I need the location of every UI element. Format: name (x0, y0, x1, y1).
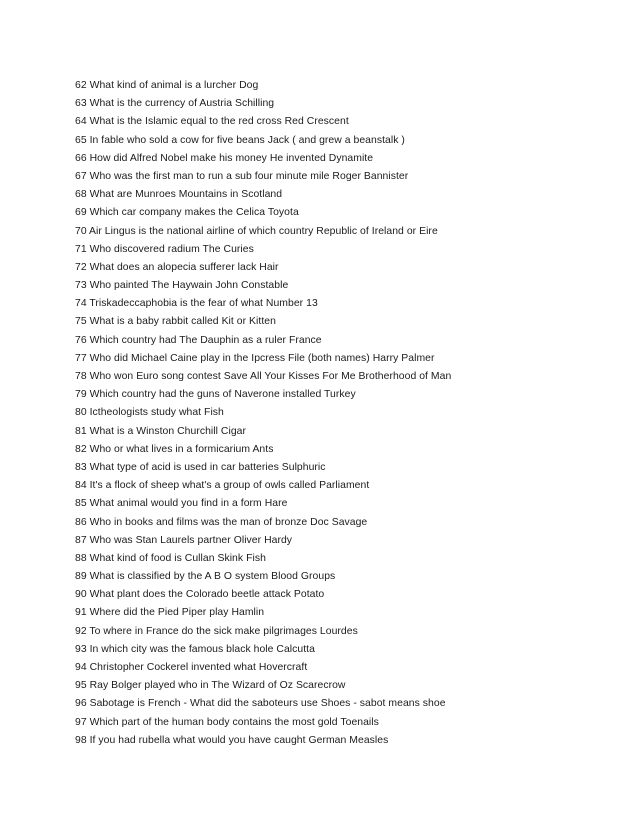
quiz-line: 95 Ray Bolger played who in The Wizard of Oz Scarecrow (75, 680, 346, 692)
quiz-line: 80 Ictheologists study what Fish (75, 407, 224, 419)
quiz-line: 74 Triskadeccaphobia is the fear of what Number 13 (75, 298, 318, 310)
quiz-line: 85 What animal would you find in a form Hare (75, 498, 288, 510)
quiz-line: 89 What is classified by the A B O system Blood Groups (75, 571, 336, 583)
quiz-line: 68 What are Munroes Mountains in Scotland (75, 189, 283, 201)
quiz-question-list (75, 77, 620, 750)
quiz-line: 92 To where in France do the sick make pilgrimages Lourdes (75, 625, 358, 637)
quiz-line: 71 Who discovered radium The Curies (75, 243, 254, 255)
quiz-line: 64 What is the Islamic equal to the red cross Red Crescent (75, 116, 349, 128)
quiz-line: 72 What does an alopecia sufferer lack Hair (75, 261, 279, 273)
quiz-line: 70 Air Lingus is the national airline of which country Republic of Ireland or Eire (75, 225, 438, 237)
quiz-line: 96 Sabotage is French - What did the saboteurs use Shoes - sabot means shoe (75, 698, 446, 710)
quiz-line: 76 Which country had The Dauphin as a ruler France (75, 334, 322, 346)
quiz-line: 94 Christopher Cockerel invented what Hovercraft (75, 662, 308, 673)
quiz-line: 84 It's a flock of sheep what's a group of owls called Parliament (75, 480, 370, 492)
quiz-line: 90 What plant does the Colorado beetle attack Potato (75, 589, 325, 601)
quiz-line: 97 Which part of the human body contains the most gold Toenails (75, 716, 379, 728)
quiz-line: 78 Who won Euro song contest Save All Your Kisses For Me Brotherhood of Man (75, 371, 452, 382)
quiz-line: 88 What kind of food is Cullan Skink Fish (75, 552, 266, 564)
quiz-line: 67 Who was the first man to run a sub four minute mile Roger Bannister (75, 170, 409, 182)
quiz-line: 83 What type of acid is used in car batteries Sulphuric (75, 461, 326, 473)
quiz-line: 87 Who was Stan Laurels partner Oliver Hardy (75, 534, 293, 546)
quiz-line: 79 Which country had the guns of Naverone installed Turkey (75, 389, 356, 401)
quiz-line: 62 What kind of animal is a lurcher Dog (75, 80, 259, 91)
quiz-line: 65 In fable who sold a cow for five beans Jack ( and grew a beanstalk ) (75, 134, 405, 146)
quiz-line: 93 In which city was the famous black hole Calcutta (75, 643, 315, 655)
quiz-line: 77 Who did Michael Caine play in the Ipcress File (both names) Harry Palmer (75, 352, 435, 364)
quiz-line: 75 What is a baby rabbit called Kit or Kitten (75, 316, 276, 328)
quiz-line: 91 Where did the Pied Piper play Hamlin (75, 607, 265, 619)
quiz-line: 81 What is a Winston Churchill Cigar (75, 425, 246, 437)
quiz-line: 86 Who in books and films was the man of bronze Doc Savage (75, 516, 368, 528)
quiz-line: 63 What is the currency of Austria Schilling (75, 98, 275, 110)
quiz-line: 66 How did Alfred Nobel make his money He invented Dynamite (75, 152, 374, 164)
quiz-line: 82 Who or what lives in a formicarium Ants (75, 443, 274, 455)
quiz-line: 98 If you had rubella what would you have caught German Measles (75, 734, 389, 746)
quiz-line: 69 Which car company makes the Celica Toyota (75, 207, 299, 219)
quiz-line: 73 Who painted The Haywain John Constable (75, 280, 289, 292)
